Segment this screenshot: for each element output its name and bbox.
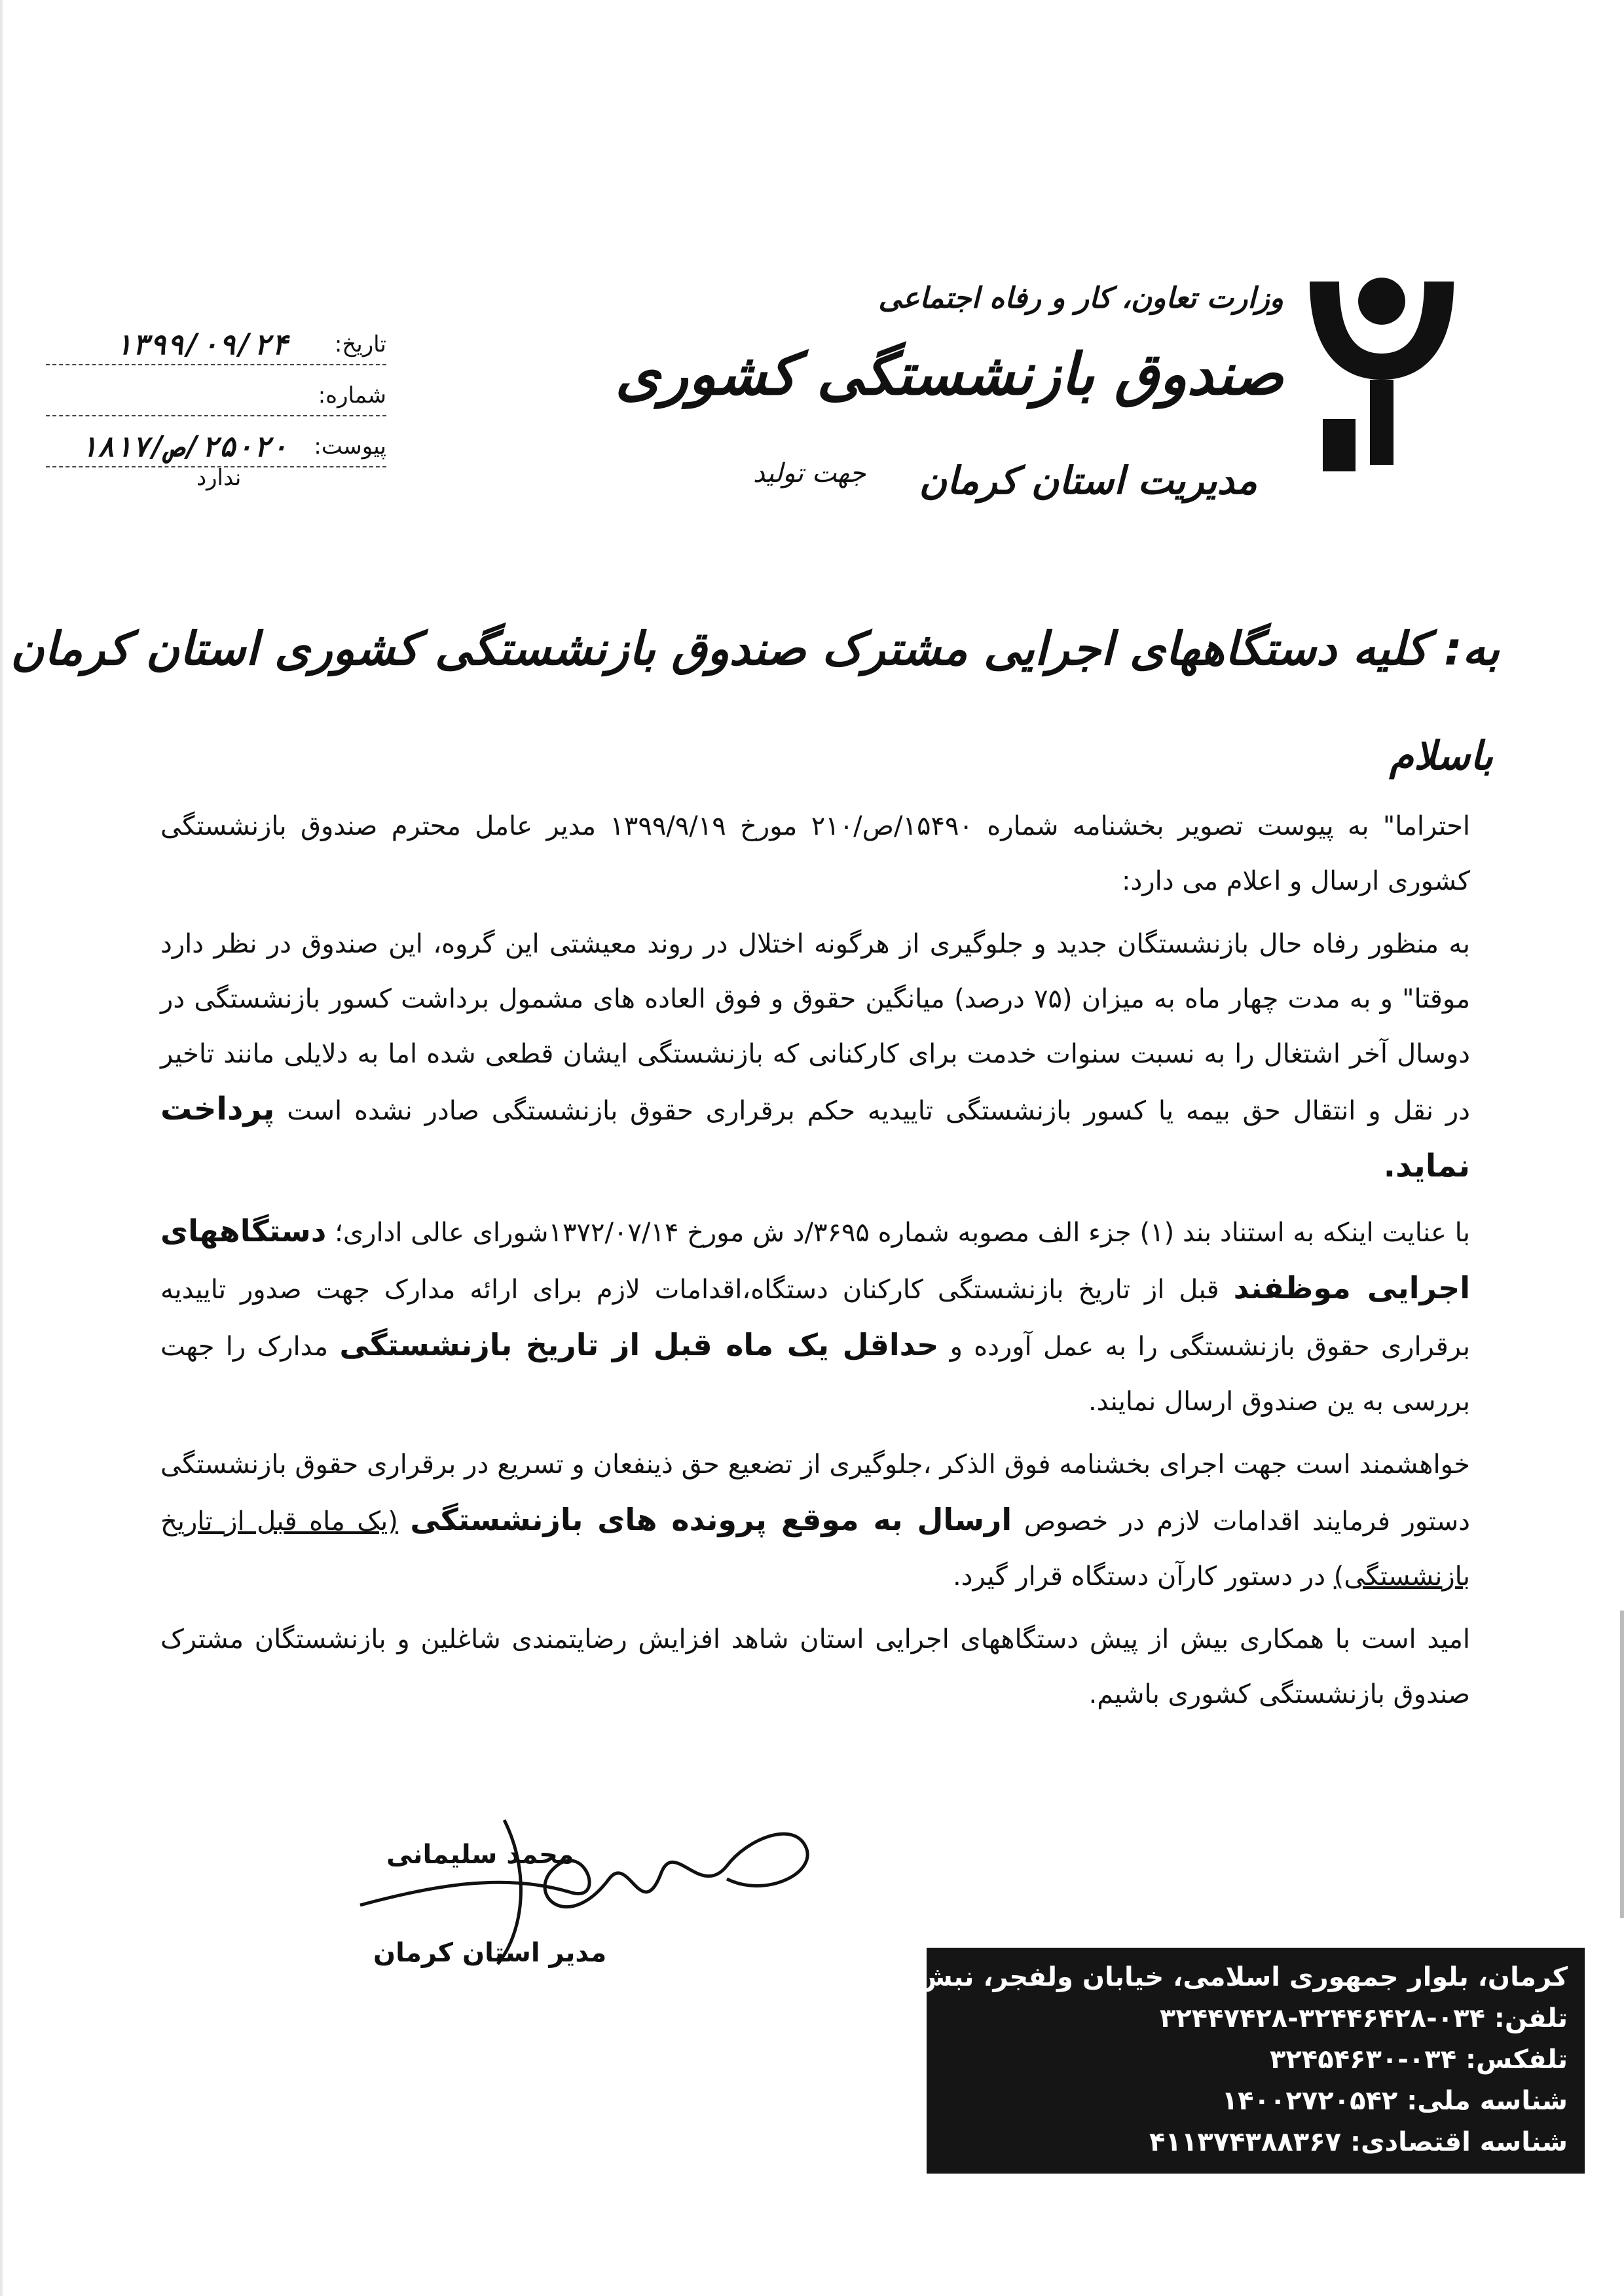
date-value: ۱۳۹۹/۰۹/۲۴ <box>115 328 288 361</box>
footer-national-id: شناسه ملی: ۱۴۰۰۲۷۲۰۵۴۲ <box>1221 2086 1568 2116</box>
footer-address: کرمان، بلوار جمهوری اسلامی، خیابان ولفجر، نبش کوچه ۱۲ <box>800 1962 1568 1992</box>
paragraph-5 <box>160 1612 1470 1722</box>
deadline-emphasis: حداقل یک ماه قبل از تاریخ بازنشستگی <box>339 1327 939 1362</box>
letter-body <box>160 799 1470 1730</box>
number-row <box>46 365 386 416</box>
date-label: تاریخ: <box>334 331 386 357</box>
fund-name: صندوق بازنشستگی کشوری <box>615 340 1283 408</box>
signatory-role: مدیر استان کرمان <box>373 1938 607 1968</box>
pension-fund-logo-icon <box>1297 255 1467 471</box>
paragraph-2 <box>160 917 1470 1195</box>
paragraph-4 <box>160 1437 1470 1604</box>
number-label: شماره: <box>318 382 386 409</box>
paragraph-1 <box>160 799 1470 909</box>
contact-footer <box>800 1948 1585 2174</box>
salutation: باسلام <box>1389 733 1493 779</box>
attachment-row <box>46 416 386 467</box>
paragraph-2-text: به منظور رفاه حال بازنشستگان جدید و جلوگیری از هرگونه اختلال در روند معیشتی این گروه، این صندوق در نظر دارد موقتا" و به مدت چهار ماه به میزان (۷۵ درصد) میانگین حقوق و فوق العاده های مشمول برداشت کسور بازنشستگی در دوسال آخر اشتغال را به نسبت سنوات خدمت برای کارکنانی که بازنشستگی ایشان قطعی شده اما به دلایلی مانند تاخیر در نقل و انتقال حق بیمه یا کسور بازنشستگی تاییدیه حکم برقراری حقوق بازنشستگی صادر نشده است <box>160 929 1470 1126</box>
paragraph-4-text-a: خواهشمند است جهت اجرای بخشنامه فوق الذکر ،جلوگیری از تضعیع حق ذینفعان و تسریع در برقراری حقوق بازنشستگی دستور فرمایند اقدامات لازم در خصوص <box>160 1449 1470 1537</box>
paragraph-3 <box>160 1203 1470 1429</box>
paragraph-3-text-e: مدارک را جهت بررسی به ین صندوق ارسال نمایند. <box>160 1332 1470 1417</box>
letter-meta <box>46 314 386 467</box>
paragraph-5-text: امید است با همکاری بیش از پیش دستگاههای اجرایی استان شاهد افزایش رضایتمندی شاغلین و بازنشستگان مشترک صندوق بازنشستگی کشوری باشیم. <box>160 1624 1470 1709</box>
number-value: ۲۵۰۲۰/ص/۱۸۱۷ <box>80 430 288 464</box>
attachment-value: ندارد <box>196 465 242 491</box>
scan-edge-right <box>1620 1611 1624 1918</box>
footer-phone: تلفن: ۰۳۴-۳۲۴۴۶۴۲۸-۳۲۴۴۷۴۲۸ <box>1159 2003 1568 2033</box>
paragraph-4-text-d: در دستور کارآن دستگاه قرار گیرد. <box>952 1561 1326 1592</box>
date-row <box>46 314 386 365</box>
paragraph-1-text: احتراما" به پیوست تصویر بخشنامه شماره ۱۵۴۹۰/ص/۲۱۰ مورخ ۱۳۹۹/۹/۱۹ مدیر عامل محترم صندوق بازنشستگی کشوری ارسال و اعلام می دارد: <box>160 811 1471 896</box>
footer-fax: تلفکس: ۰۳۴-۳۲۴۵۴۶۳۰ <box>1269 2045 1568 2075</box>
footer-economic-id: شناسه اقتصادی: ۴۱۱۳۷۴۳۸۸۳۶۷ <box>1149 2127 1568 2157</box>
province-office: مدیریت استان کرمان <box>919 458 1257 503</box>
paragraph-3-text-a: با عنایت اینکه به استناد بند (۱) جزء الف مصوبه شماره ۳۶۹۵/د ش مورخ ۱۳۷۲/۰۷/۱۴شورای عالی اداری؛ <box>335 1218 1470 1248</box>
obligation-emphasis: دستگاههای اجرایی موظفند <box>160 1213 1471 1305</box>
timely-submission-emphasis: ارسال به موقع پرونده های بازنشستگی <box>410 1502 1012 1537</box>
scan-edge-left <box>0 0 3 2296</box>
signatory-name: محمد سلیمانی <box>386 1840 574 1870</box>
attachment-label: پیوست: <box>314 433 386 460</box>
recipient: به: کلیه دستگاههای اجرایی مشترک صندوق بازنشستگی کشوری استان کرمان <box>10 622 1500 676</box>
paragraph-3-text-c: قبل از تاریخ بازنشستگی کارکنان دستگاه،اقدامات لازم برای ارائه مدارک جهت صدور تاییدیه برقراری حقوق بازنشستگی را به عمل آورده و <box>160 1275 1470 1362</box>
one-month-note: (یک ماه قبل از تاریخ بازنشستگی) <box>160 1506 1470 1592</box>
ministry-name: وزارت تعاون، کار و رفاه اجتماعی <box>878 282 1283 315</box>
payment-emphasis: پرداخت نماید. <box>160 1091 1470 1184</box>
handwritten-note: جهت تولید <box>753 458 866 488</box>
